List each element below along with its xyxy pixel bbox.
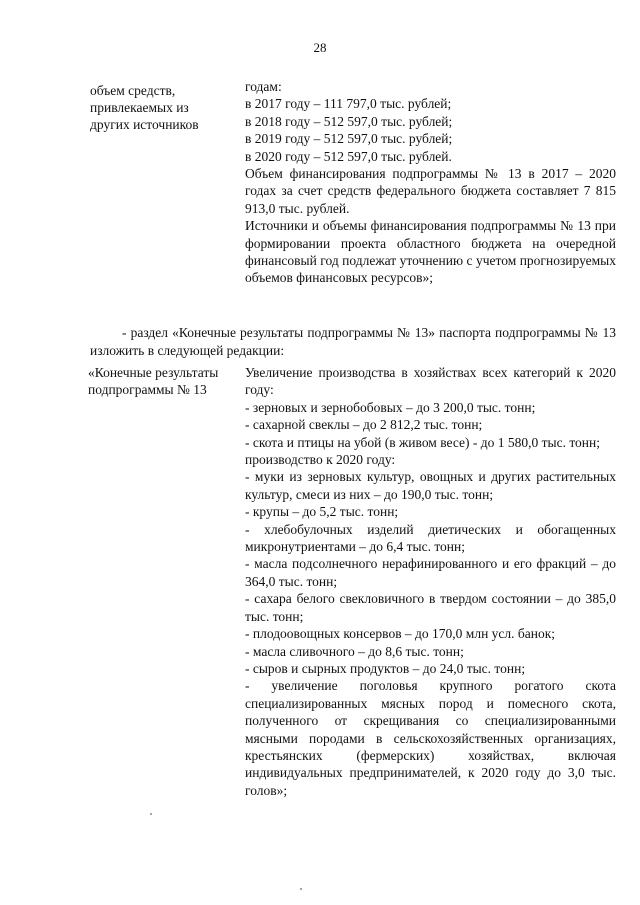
scan-speck [300, 888, 302, 890]
financing-label [90, 82, 240, 133]
result-item: - увеличение поголовья крупного рогатого скота специализированных мясных пород и помесного скота, полученного от скрещивания со специализированными мясными породами в сельскохозяйственных организациях, крестьянских (фермерских) хозяйствах, включая индивидуальных предпринимателей, к 2020 году до 3,0 тыс. голов»; [245, 678, 616, 798]
sources-paragraph: Источники и объемы финансирования подпрограммы № 13 при формировании проекта областного бюджета на очередной финансовый год подлежат уточнению с учетом прогнозируемых объемов финансовых ресурсов»; [245, 218, 616, 286]
result-item: - масла сливочного – до 8,6 тыс. тонн; [245, 643, 464, 659]
section-intro: - раздел «Конечные результаты подпрограммы № 13» паспорта подпрограммы № 13 изложить в следующей редакции: [90, 325, 616, 358]
results-label [88, 364, 244, 398]
results-details [245, 364, 616, 799]
results-row [90, 364, 616, 844]
result-item: производство к 2020 году: [245, 452, 396, 468]
result-item: - зерновых и зернобобовых – до 3 200,0 тыс. тонн; [245, 399, 536, 415]
result-item: - сахара белого свекловичного в твердом состоянии – до 385,0 тыс. тонн; [245, 591, 616, 624]
financing-row [90, 78, 616, 308]
financing-details [245, 78, 616, 287]
financing-year-line: в 2018 году – 512 597,0 тыс. рублей; [245, 113, 453, 129]
result-item: Увеличение производства в хозяйствах всех категорий к 2020 году: [245, 365, 616, 398]
result-item: - скота и птицы на убой (в живом весе) - до 1 580,0 тыс. тонн; [245, 434, 600, 450]
financing-year-line: годам: [245, 79, 282, 94]
result-item: - сахарной свеклы – до 2 812,2 тыс. тонн; [245, 417, 483, 433]
financing-year-line: в 2017 году – 111 797,0 тыс. рублей; [245, 96, 452, 112]
result-item: - хлебобулочных изделий диетических и обогащенных микронутриентами – до 6,4 тыс. тонн; [245, 521, 616, 555]
result-item: - крупы – до 5,2 тыс. тонн; [245, 504, 399, 520]
federal-budget-paragraph: Объем финансирования подпрограммы № 13 в 2017 – 2020 годах за счет средств федерального бюджета составляет 7 815 913,0 тыс. рублей. [245, 166, 616, 216]
result-item: - масла подсолнечного нерафинированного и его фракций – до 364,0 тыс. тонн; [245, 556, 616, 589]
financing-label-line: других источников [90, 117, 199, 132]
scan-speck [150, 813, 152, 815]
financing-label-line: привлекаемых из [90, 100, 189, 115]
result-item: - муки из зерновых культур, овощных и других растительных культур, смеси из них – до 190,0 тыс. тонн; [245, 469, 616, 502]
result-item: - плодоовощных консервов – до 170,0 млн усл. банок; [245, 626, 556, 642]
page-number: 28 [313, 40, 327, 55]
results-label-line: подпрограммы № 13 [88, 382, 207, 397]
financing-year-line: в 2019 году – 512 597,0 тыс. рублей; [245, 131, 453, 147]
results-label-line: «Конечные результаты [88, 365, 219, 380]
result-item: - сыров и сырных продуктов – до 24,0 тыс. тонн; [245, 660, 526, 676]
financing-label-line: объем средств, [90, 83, 176, 98]
financing-year-line: в 2020 году – 512 597,0 тыс. рублей. [245, 148, 452, 164]
